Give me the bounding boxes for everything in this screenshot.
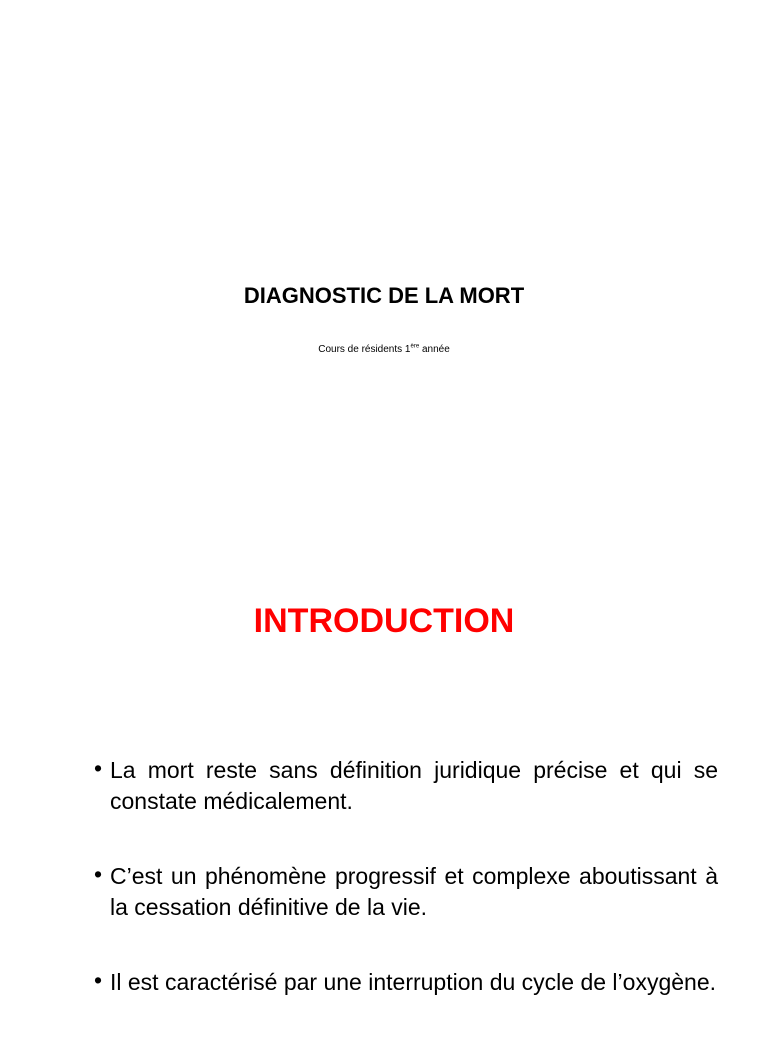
bullet-text: Il est caractérisé par une interruption du cycle de l’oxygène. — [110, 969, 716, 995]
bullet-dot-icon: • — [94, 755, 103, 781]
slide-subtitle — [0, 344, 768, 355]
slide-title: DIAGNOSTIC DE LA MORT — [243, 283, 525, 308]
bullet-item — [94, 755, 718, 817]
bullet-item — [94, 967, 718, 998]
subtitle-text-end: année — [419, 344, 450, 355]
subtitle-superscript: ère — [410, 343, 420, 350]
bullet-list — [94, 755, 718, 1042]
bullet-dot-icon: • — [94, 861, 103, 887]
section-heading: INTRODUCTION — [253, 602, 515, 640]
bullet-text: La mort reste sans définition juridique précise et qui se constate médicalement. — [110, 757, 718, 814]
bullet-dot-icon: • — [94, 967, 103, 993]
bullet-item — [94, 861, 718, 923]
bullet-text: C’est un phénomène progressif et complexe aboutissant à la cessation définitive de la vie. — [110, 863, 718, 920]
subtitle-text: Cours de résidents 1 — [318, 344, 411, 355]
